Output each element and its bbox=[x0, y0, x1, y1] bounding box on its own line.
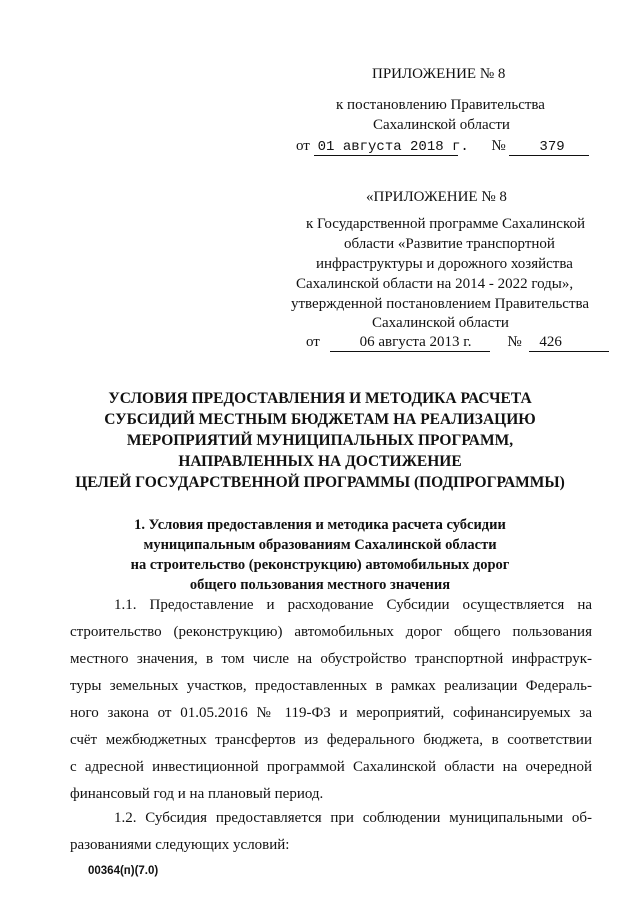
appendix-1-reference bbox=[296, 138, 589, 156]
paragraph-1-1-line-7: с адресной инвестиционной программой Сахалинской области на очередной bbox=[70, 759, 592, 775]
appendix-2-number: 426 bbox=[529, 334, 609, 352]
main-heading-line-1: УСЛОВИЯ ПРЕДОСТАВЛЕНИЯ И МЕТОДИКА РАСЧЕТА bbox=[108, 390, 532, 407]
section-heading-line-1: 1. Условия предоставления и методика расчета субсидии bbox=[134, 517, 506, 533]
appendix-2-reference bbox=[306, 334, 609, 352]
main-heading-line-3: МЕРОПРИЯТИЙ МУНИЦИПАЛЬНЫХ ПРОГРАММ, bbox=[126, 432, 514, 449]
appendix-1-num-label: № bbox=[491, 138, 506, 154]
appendix-1-title: ПРИЛОЖЕНИЕ № 8 bbox=[372, 66, 506, 82]
appendix-2-date: 06 августа 2013 г. bbox=[330, 334, 490, 352]
section-heading bbox=[0, 515, 640, 595]
appendix-2-title: «ПРИЛОЖЕНИЕ № 8 bbox=[366, 189, 507, 205]
main-heading-line-2: СУБСИДИЙ МЕСТНЫМ БЮДЖЕТАМ НА РЕАЛИЗАЦИЮ bbox=[104, 411, 536, 428]
document-code: 00364(п)(7.0) bbox=[88, 865, 159, 877]
paragraph-1-1-line-5: ного закона от 01.05.2016 № 119-ФЗ и мероприятий, софинансируемых за bbox=[70, 705, 592, 721]
paragraph-1-1-line-4: туры земельных участков, предоставленных в рамках реализации Федераль- bbox=[70, 678, 592, 694]
main-heading bbox=[0, 388, 640, 493]
paragraph-1-2-line-2: разованиями следующих условий: bbox=[70, 837, 290, 853]
appendix-1-line-3: Сахалинской области bbox=[373, 117, 510, 133]
appendix-2-line-3: инфраструктуры и дорожного хозяйства bbox=[316, 256, 573, 272]
section-heading-line-4: общего пользования местного значения bbox=[189, 577, 451, 593]
main-heading-line-5: ЦЕЛЕЙ ГОСУДАРСТВЕННОЙ ПРОГРАММЫ (ПОДПРОГРАММЫ) bbox=[75, 474, 565, 491]
paragraph-1-1-line-8: финансовый год и на плановый период. bbox=[70, 786, 324, 802]
paragraph-1-1-line-6: счёт межбюджетных трансфертов из федерального бюджета, в соответствии bbox=[70, 732, 592, 748]
appendix-2-from-label: от bbox=[306, 334, 320, 350]
appendix-1-line-2: к постановлению Правительства bbox=[336, 97, 545, 113]
paragraph-1-1-line-2: строительство (реконструкцию) автомобильных дорог общего пользования bbox=[70, 624, 592, 640]
appendix-2-line-5: утвержденной постановлением Правительства bbox=[291, 296, 590, 312]
section-heading-line-2: муниципальным образованиям Сахалинской области bbox=[143, 537, 497, 553]
paragraph-1-2-line-1: 1.2. Субсидия предоставляется при соблюдении муниципальными об- bbox=[114, 810, 592, 826]
appendix-2-line-6: Сахалинской области bbox=[372, 315, 509, 331]
main-heading-line-4: НАПРАВЛЕННЫХ НА ДОСТИЖЕНИЕ bbox=[178, 453, 462, 470]
appendix-1-number: 379 bbox=[509, 139, 589, 156]
appendix-2-line-2: области «Развитие транспортной bbox=[344, 236, 555, 252]
paragraph-1-1-line-3: местного значения, в том числе на обустройство транспортной инфраструк- bbox=[70, 651, 592, 667]
section-heading-line-3: на строительство (реконструкцию) автомобильных дорог bbox=[130, 557, 510, 573]
appendix-1-from-label: от bbox=[296, 138, 310, 154]
appendix-2-line-1: к Государственной программе Сахалинской bbox=[306, 216, 586, 232]
appendix-2-line-4: Сахалинской области на 2014 - 2022 годы», bbox=[296, 276, 574, 292]
appendix-1-date: 01 августа 2018 г. bbox=[314, 139, 458, 156]
appendix-2-num-label: № bbox=[507, 334, 522, 350]
paragraph-1-1-line-1: 1.1. Предоставление и расходование Субсидии осуществляется на bbox=[114, 597, 592, 613]
